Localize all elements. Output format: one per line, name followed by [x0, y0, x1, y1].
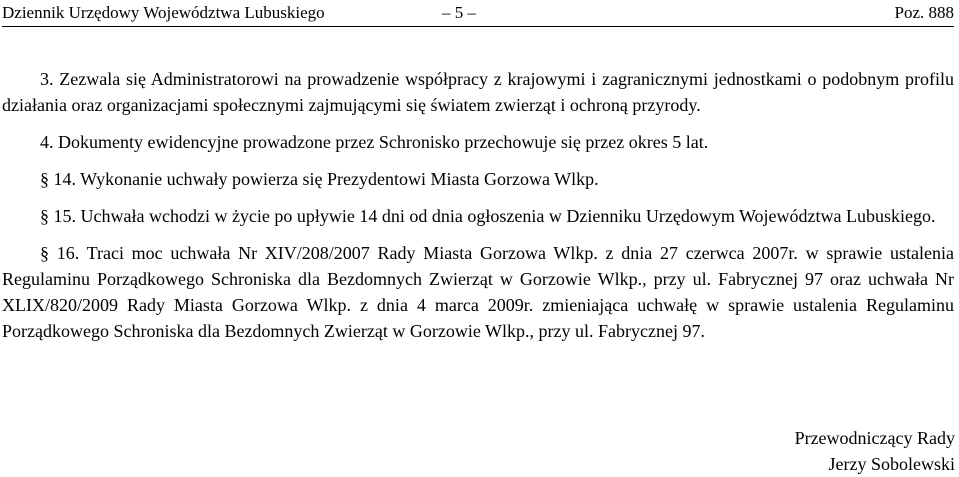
section-16: § 16. Traci moc uchwała Nr XIV/208/2007 Rady Miasta Gorzowa Wlkp. z dnia 27 czerwca 2007r. w sprawie ustalenia Regulaminu Porządkowego Schroniska dla Bezdomnych Zwierząt w Gorzowie Wlkp., przy ul. Fabrycznej 97 oraz uchwała Nr XLIX/820/2009 Rady Miasta Gorzowa Wlkp. z dnia 4 marca 2009r. zmieniająca uchwałę w sprawie ustalenia Regulaminu Porządkowego Schroniska dla Bezdomnych Zwierząt w Gorzowie Wlkp., przy ul. Fabrycznej 97. [2, 243, 954, 341]
page-header [2, 2, 954, 24]
section-14: § 14. Wykonanie uchwały powierza się Prezydentowi Miasta Gorzowa Wlkp. [40, 169, 599, 189]
journal-title: Dziennik Urzędowy Województwa Lubuskiego [2, 3, 325, 22]
section-15: § 15. Uchwała wchodzi w życie po upływie 14 dni od dnia ogłoszenia w Dzienniku Urzędowym Województwa Lubuskiego. [40, 206, 936, 226]
page-number: – 5 – [442, 3, 476, 22]
header-divider [2, 26, 954, 27]
paragraph-4: 4. Dokumenty ewidencyjne prowadzone przez Schronisko przechowuje się przez okres 5 lat. [40, 132, 709, 152]
signatory-title: Przewodniczący Rady [794, 428, 955, 448]
signatory-name: Jerzy Sobolewski [828, 454, 955, 474]
signature-block [795, 425, 955, 477]
position-number: Poz. 888 [894, 3, 954, 22]
document-body [2, 66, 954, 355]
paragraph-3: 3. Zezwala się Administratorowi na prowadzenie współpracy z krajowymi i zagranicznymi jednostkami o podobnym profilu działania oraz organizacjami społecznymi zajmującymi się światem zwierząt i ochroną przyrody. [2, 69, 954, 115]
